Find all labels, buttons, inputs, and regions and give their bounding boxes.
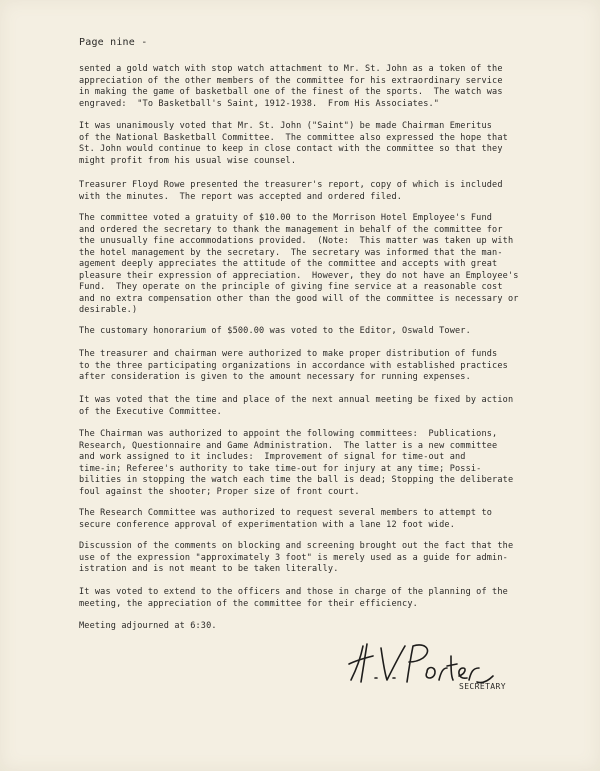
paragraph-treasurer-report: Treasurer Floyd Rowe presented the treasurer's report, copy of which is included with the minutes. The report was accepted and ordered filed. [79, 180, 503, 202]
signature-title: SECRETARY [459, 682, 506, 691]
paragraph-adjourned: Meeting adjourned at 6:30. [79, 621, 217, 631]
paragraph-gratuity: The committee voted a gratuity of $10.00 to the Morrison Hotel Employee's Fund and ordered the secretary to thank the management in behalf of the committee for the unusually fine accommodations provided. (Note: This matter was taken up with the hotel management by the secretary. The secretary was informed that the man- agement deeply appreciates the attitude of the committee and accepts with great pleasure their expression of appreciation. However, they do not have an Employee's Fund. They operate on the principle of giving fine service at a reasonable cost and no extra compensation other than the good will of the committee is necessary or desirable.) [79, 213, 519, 315]
page-label: Page nine - [79, 37, 148, 48]
paragraph-chairman-emeritus: It was unanimously voted that Mr. St. John ("Saint") be made Chairman Emeritus of the National Basketball Committee. The committee also expressed the hope that St. John would continue to keep in close contact with the committee so that they might profit from his usual wise counsel. [79, 121, 508, 166]
paragraph-next-meeting: It was voted that the time and place of the next annual meeting be fixed by action of the Executive Committee. [79, 395, 514, 417]
paragraph-distribution-funds: The treasurer and chairman were authorized to make proper distribution of funds to the three participating organizations in accordance with established practices after consideration is given to the amount necessary for running expenses. [79, 349, 508, 382]
signature [345, 640, 495, 688]
paragraph-research-committee: The Research Committee was authorized to request several members to attempt to secure conference approval of experimentation with a lane 12 foot wide. [79, 508, 493, 530]
paragraph-officers-thanks: It was voted to extend to the officers and those in charge of the planning of the meeting, the appreciation of the committee for their efficiency. [79, 587, 508, 609]
paragraph-gold-watch: sented a gold watch with stop watch attachment to Mr. St. John as a token of the appreciation of the other members of the committee for his extraordinary service in making the game of basketball one of the finest of the sports. The watch was engraved: "To Basketball's Saint, 1912-1938. From His Associates." [79, 64, 503, 109]
paragraph-blocking-screening: Discussion of the comments on blocking and screening brought out the fact that the use of the expression "approximately 3 foot" is merely used as a guide for admin- istration and is not meant to be taken literally. [79, 541, 514, 574]
paragraph-honorarium: The customary honorarium of $500.00 was voted to the Editor, Oswald Tower. [79, 326, 471, 336]
paragraph-committees: The Chairman was authorized to appoint the following committees: Publications, Research, Questionnaire and Game Administration. The latter is a new committee and work assigned to it includes: Improvement of signal for time-out and time-in; Referee's authority to take time-out for injury at any time; Possi- bilities in stopping the watch each time the ball is dead; Stopping the deliberate foul against the shooter; Proper size of front court. [79, 429, 514, 497]
